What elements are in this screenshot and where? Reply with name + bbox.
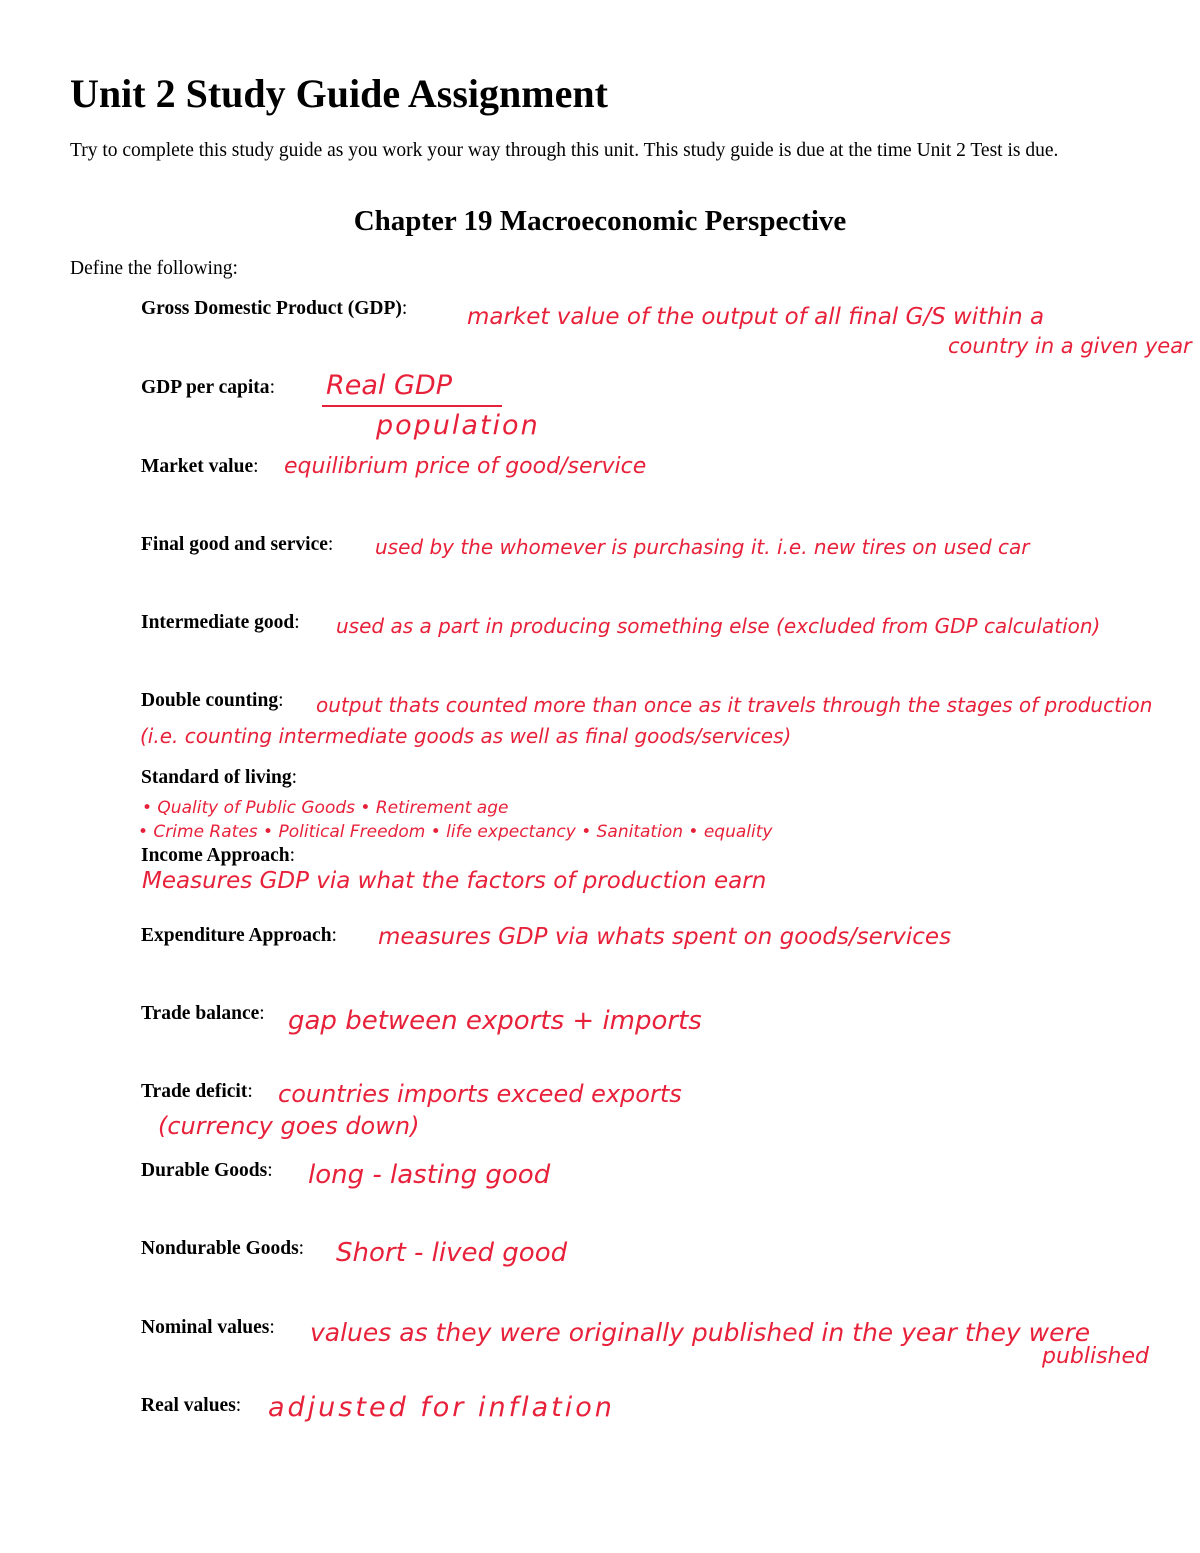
item-term: Income Approach (141, 845, 290, 866)
item-term: Trade balance (141, 1003, 260, 1024)
handwritten-answer: Measures GDP via what the factors of production earn (142, 868, 767, 894)
item-term: Nominal values (141, 1317, 270, 1338)
handwritten-answer: adjusted for inflation (268, 1392, 615, 1423)
item-term: Gross Domestic Product (GDP) (141, 298, 402, 319)
handwritten-answer-numerator: Real GDP (326, 370, 452, 401)
item-term: Standard of living (141, 767, 292, 788)
item-term: Expenditure Approach (141, 925, 332, 946)
handwritten-answer: output thats counted more than once as it travels through the stages of production (316, 693, 1153, 717)
handwritten-answer-denominator: population (376, 410, 540, 441)
item-term: GDP per capita (141, 377, 270, 398)
define-label: Define the following: (70, 258, 238, 279)
handwritten-answer: used as a part in producing something else (excluded from GDP calculation) (336, 614, 1101, 638)
handwritten-answer: • Crime Rates • Political Freedom • life expectancy • Sanitation • equality (138, 822, 773, 842)
intro-text: Try to complete this study guide as you work your way through this unit. This study guide is due at the time Unit 2 Test is due. (70, 140, 1059, 161)
item-term: Real values (141, 1395, 236, 1416)
handwritten-answer: Short - lived good (336, 1238, 568, 1268)
item-term: Double counting (141, 690, 279, 711)
handwritten-answer: values as they were originally published in the year they were (310, 1318, 1091, 1347)
handwritten-answer: measures GDP via whats spent on goods/services (378, 924, 952, 950)
handwritten-answer: (i.e. counting intermediate goods as well as final goods/services) (140, 724, 792, 748)
handwritten-answer: gap between exports + imports (288, 1006, 702, 1036)
item-term: Durable Goods (141, 1160, 268, 1181)
handwritten-answer: • Quality of Public Goods • Retirement age (142, 798, 509, 818)
item-term: Nondurable Goods (141, 1238, 299, 1259)
handwritten-answer: equilibrium price of good/service (284, 454, 647, 479)
fraction-line (322, 405, 502, 407)
chapter-title: Chapter 19 Macroeconomic Perspective (353, 205, 847, 237)
item-term: Final good and service (141, 534, 328, 555)
handwritten-answer: used by the whomever is purchasing it. i.e. new tires on used car (375, 535, 1030, 559)
handwritten-answer: (currency goes down) (158, 1112, 420, 1140)
document-title: Unit 2 Study Guide Assignment (70, 71, 608, 116)
handwritten-answer: market value of the output of all final G/S within a (467, 304, 1045, 330)
item-term: Intermediate good (141, 612, 295, 633)
item-term: Market value (141, 456, 254, 477)
handwritten-answer: countries imports exceed exports (278, 1080, 682, 1108)
handwritten-answer: long - lasting good (308, 1160, 551, 1190)
handwritten-answer: published (1042, 1344, 1150, 1369)
item-term: Trade deficit (141, 1081, 248, 1102)
handwritten-answer: country in a given year (948, 334, 1192, 358)
